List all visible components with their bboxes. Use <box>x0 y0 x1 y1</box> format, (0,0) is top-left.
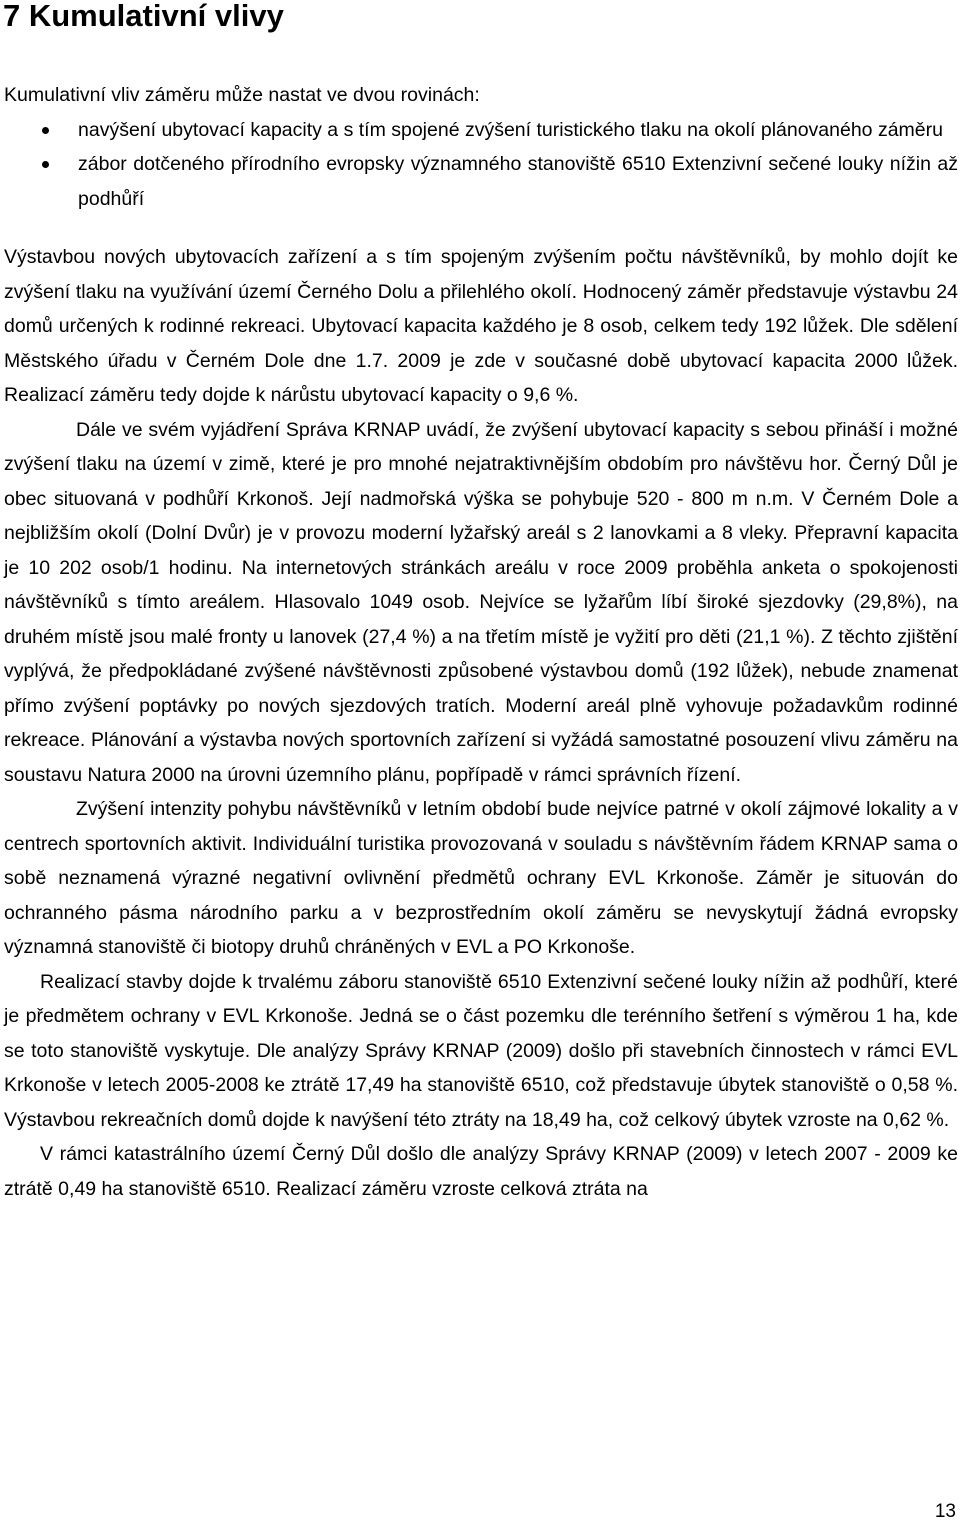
bullet-item <box>4 113 958 148</box>
bullet-icon <box>42 161 49 168</box>
body-paragraph: Zvýšení intenzity pohybu návštěvníků v letním období bude nejvíce patrné v okolí zájmové lokality a v centrech sportovních aktivit. Individuální turistika provozovaná v souladu s návštěvním řádem KRNAP sama o sobě neznamená výrazné negativní ovlivnění předmětů ochrany EVL Krkonoše. Záměr je situován do ochranného pásma národního parku a v bezprostředním okolí záměru se nevyskytují žádná evropsky významná stanoviště či biotopy druhů chráněných v EVL a PO Krkonoše. <box>4 798 958 958</box>
bullet-text: navýšení ubytovací kapacity a s tím spojené zvýšení turistického tlaku na okolí plánovaného záměru <box>78 118 943 141</box>
bullet-icon <box>42 127 49 134</box>
body-paragraph: Dále ve svém vyjádření Správa KRNAP uvádí, že zvýšení ubytovací kapacity s sebou přináší i možné zvýšení tlaku na území v zimě, které je pro mnohé nejatraktivnějším obdobím pro návštěvu hor. Černý Důl je obec situovaná v podhůří Krkonoš. Její nadmořská výška se pohybuje 520 - 800 m n.m. V Černém Dole a nejbližším okolí (Dolní Dvůr) je v provozu moderní lyžařský areál s 2 lanovkami a 8 vleky. Přepravní kapacita je 10 202 osob/1 hodinu. Na internetových stránkách areálu v roce 2009 proběhla anketa o spokojenosti návštěvníků s tímto areálem. Hlasovalo 1049 osob. Nejvíce se lyžařům líbí široké sjezdovky (29,8%), na druhém místě jsou malé fronty u lanovek (27,4 %) a na třetím místě je vyžití pro děti (21,1 %). Z těchto zjištění vyplývá, že předpokládané zvýšené návštěvnosti způsobené výstavbou domů (192 lůžek), nebude znamenat přímo zvýšení poptávky po nových sjezdových tratích. Moderní areál plně vyhovuje požadavkům rodinné rekreace. Plánování a výstavba nových sportovních zařízení si vyžádá samostatné posouzení vlivu záměru na soustavu Natura 2000 na úrovni územního plánu, popřípadě v rámci správních řízení. <box>4 418 958 786</box>
bullet-list <box>4 113 958 217</box>
spacer <box>4 216 958 240</box>
body-paragraph: Výstavbou nových ubytovacích zařízení a s tím spojeným zvýšením počtu návštěvníků, by mohlo dojít ke zvýšení tlaku na využívání území Černého Dolu a přilehlého okolí. Hodnocený záměr představuje výstavbu 24 domů určených k rodinné rekreaci. Ubytovací kapacita každého je 8 osob, celkem tedy 192 lůžek. Dle sdělení Městského úřadu v Černém Dole dne 1.7. 2009 je zde v současné době ubytovací kapacita 2000 lůžek. Realizací záměru tedy dojde k nárůstu ubytovací kapacity o 9,6 %. <box>4 246 958 406</box>
body-paragraph: Realizací stavby dojde k trvalému záboru stanoviště 6510 Extenzivní sečené louky nížin až podhůří, které je předmětem ochrany v EVL Krkonoše. Jedná se o část pozemku dle terénního šetření s výměrou 1 ha, kde se toto stanoviště vyskytuje. Dle analýzy Správy KRNAP (2009) došlo při stavebních činnostech v rámci EVL Krkonoše v letech 2005-2008 ke ztrátě 17,49 ha stanoviště 6510, což představuje úbytek stanoviště o 0,58 %. Výstavbou rekreačních domů dojde k navýšení této ztráty na 18,49 ha, což celkový úbytek vzroste na 0,62 %. <box>4 970 958 1131</box>
body-paragraph: V rámci katastrálního území Černý Důl došlo dle analýzy Správy KRNAP (2009) v letech 2007 - 2009 ke ztrátě 0,49 ha stanoviště 6510. Realizací záměru vzroste celková ztráta na <box>4 1143 958 1200</box>
document-body <box>4 78 958 1206</box>
bullet-item <box>4 147 958 216</box>
page-number: 13 <box>934 1501 956 1522</box>
intro-paragraph: Kumulativní vliv záměru může nastat ve dvou rovinách: <box>4 84 480 106</box>
bullet-text: zábor dotčeného přírodního evropsky významného stanoviště 6510 Extenzivní sečené louky nížin až podhůří <box>78 153 958 210</box>
section-heading: 7 Kumulativní vlivy <box>3 0 284 33</box>
